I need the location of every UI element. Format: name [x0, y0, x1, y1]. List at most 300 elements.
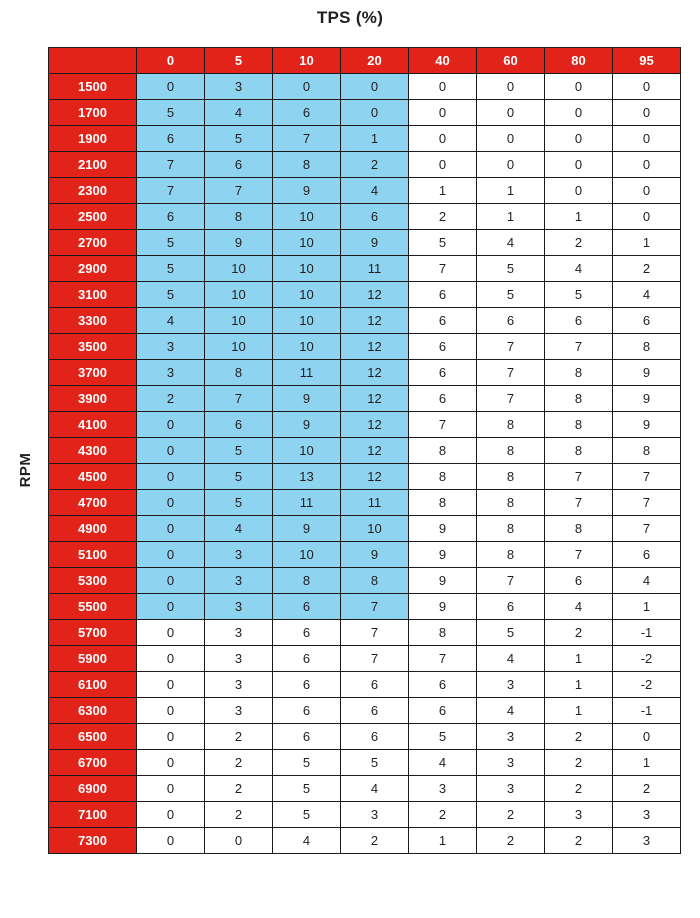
row-header-rpm: 3500	[49, 334, 137, 360]
table-cell: 0	[137, 490, 205, 516]
table-cell: 10	[273, 282, 341, 308]
table-cell: 0	[137, 542, 205, 568]
table-cell: 7	[613, 516, 681, 542]
table-row	[49, 516, 681, 542]
table-cell: 0	[137, 568, 205, 594]
row-header-rpm: 1700	[49, 100, 137, 126]
table-cell: 6	[273, 620, 341, 646]
table-cell: 1	[341, 126, 409, 152]
table-cell: 8	[409, 620, 477, 646]
table-cell: 7	[341, 594, 409, 620]
table-cell: 8	[477, 438, 545, 464]
table-cell: 7	[545, 490, 613, 516]
table-cell: 0	[613, 204, 681, 230]
table-cell: 0	[137, 516, 205, 542]
table-cell: 10	[273, 204, 341, 230]
table-cell: 6	[273, 698, 341, 724]
row-header-rpm: 7300	[49, 828, 137, 854]
table-cell: 2	[341, 828, 409, 854]
table-cell: 4	[477, 646, 545, 672]
table-cell: 7	[613, 464, 681, 490]
table-cell: 5	[341, 750, 409, 776]
table-cell: 2	[613, 776, 681, 802]
row-header-rpm: 2700	[49, 230, 137, 256]
table-cell: 0	[137, 620, 205, 646]
table-row	[49, 646, 681, 672]
table-cell: -2	[613, 672, 681, 698]
table-row	[49, 620, 681, 646]
table-cell: 1	[613, 594, 681, 620]
table-row	[49, 412, 681, 438]
table-cell: 8	[409, 464, 477, 490]
table-cell: 7	[137, 178, 205, 204]
table-cell: 6	[341, 204, 409, 230]
table-header	[49, 48, 681, 74]
table-cell: 12	[341, 386, 409, 412]
table-cell: 6	[613, 542, 681, 568]
table-row	[49, 74, 681, 100]
row-header-rpm: 3900	[49, 386, 137, 412]
table-cell: 6	[341, 672, 409, 698]
row-header-rpm: 5500	[49, 594, 137, 620]
table-cell: 8	[545, 516, 613, 542]
table-cell: 0	[477, 74, 545, 100]
table-cell: 2	[545, 776, 613, 802]
table-row	[49, 360, 681, 386]
table-row	[49, 256, 681, 282]
table-row	[49, 386, 681, 412]
tps-rpm-table	[48, 47, 681, 854]
table-cell: 0	[409, 74, 477, 100]
table-cell: 9	[409, 568, 477, 594]
table-cell: 2	[205, 776, 273, 802]
table-cell: 8	[273, 568, 341, 594]
table-row	[49, 698, 681, 724]
table-cell: 8	[545, 412, 613, 438]
table-cell: 2	[205, 802, 273, 828]
table-row	[49, 828, 681, 854]
table-cell: 10	[205, 282, 273, 308]
table-cell: 1	[477, 204, 545, 230]
row-header-rpm: 4900	[49, 516, 137, 542]
row-header-rpm: 5300	[49, 568, 137, 594]
table-cell: 8	[477, 412, 545, 438]
table-cell: 6	[273, 100, 341, 126]
table-cell: 0	[341, 74, 409, 100]
table-cell: 5	[545, 282, 613, 308]
table-cell: 1	[613, 230, 681, 256]
table-cell: 0	[545, 178, 613, 204]
table-cell: 7	[409, 646, 477, 672]
table-cell: 5	[273, 802, 341, 828]
table-cell: 7	[545, 542, 613, 568]
row-header-rpm: 3300	[49, 308, 137, 334]
table-cell: 2	[409, 204, 477, 230]
table-cell: 4	[341, 776, 409, 802]
table-cell: 8	[477, 490, 545, 516]
table-body	[49, 74, 681, 854]
table-cell: 4	[545, 594, 613, 620]
table-cell: 4	[613, 568, 681, 594]
table-cell: 0	[613, 724, 681, 750]
table-cell: 3	[205, 568, 273, 594]
table-cell: 0	[137, 412, 205, 438]
table-cell: 5	[273, 750, 341, 776]
row-header-rpm: 4700	[49, 490, 137, 516]
table-cell: 7	[205, 178, 273, 204]
table-row	[49, 204, 681, 230]
table-cell: 9	[409, 542, 477, 568]
table-cell: 6	[137, 204, 205, 230]
table-row	[49, 802, 681, 828]
table-cell: 0	[545, 100, 613, 126]
table-row	[49, 308, 681, 334]
table-cell: 6	[205, 152, 273, 178]
table-row	[49, 594, 681, 620]
table-cell: 0	[137, 828, 205, 854]
table-cell: 8	[545, 360, 613, 386]
table-cell: 0	[205, 828, 273, 854]
table-cell: 6	[273, 594, 341, 620]
table-cell: 6	[409, 698, 477, 724]
table-cell: 3	[477, 750, 545, 776]
data-table-container	[48, 47, 681, 854]
table-cell: 6	[273, 724, 341, 750]
table-cell: 2	[137, 386, 205, 412]
table-cell: 5	[137, 256, 205, 282]
row-header-rpm: 2100	[49, 152, 137, 178]
column-header-tps: 20	[341, 48, 409, 74]
table-cell: 0	[137, 74, 205, 100]
table-cell: 3	[477, 776, 545, 802]
column-header-tps: 60	[477, 48, 545, 74]
row-header-rpm: 7100	[49, 802, 137, 828]
table-cell: 11	[341, 490, 409, 516]
table-cell: 5	[137, 230, 205, 256]
table-cell: 7	[409, 256, 477, 282]
table-cell: 7	[545, 464, 613, 490]
table-cell: 1	[545, 204, 613, 230]
table-cell: 10	[205, 256, 273, 282]
table-cell: 0	[137, 750, 205, 776]
table-cell: 2	[545, 724, 613, 750]
table-cell: 8	[205, 360, 273, 386]
table-cell: 2	[545, 620, 613, 646]
table-cell: 4	[205, 516, 273, 542]
row-header-rpm: 6100	[49, 672, 137, 698]
table-cell: 0	[137, 464, 205, 490]
table-cell: 12	[341, 464, 409, 490]
table-cell: 7	[477, 334, 545, 360]
table-cell: 7	[341, 620, 409, 646]
table-cell: 12	[341, 282, 409, 308]
table-cell: 6	[273, 646, 341, 672]
table-cell: 10	[273, 334, 341, 360]
table-cell: 9	[205, 230, 273, 256]
row-header-rpm: 1900	[49, 126, 137, 152]
table-cell: 4	[477, 698, 545, 724]
table-cell: 9	[613, 386, 681, 412]
table-cell: 9	[613, 360, 681, 386]
table-row	[49, 750, 681, 776]
table-row	[49, 490, 681, 516]
table-cell: 9	[613, 412, 681, 438]
table-cell: 9	[273, 386, 341, 412]
table-cell: 8	[273, 152, 341, 178]
table-cell: 9	[273, 412, 341, 438]
row-header-rpm: 3100	[49, 282, 137, 308]
table-cell: 6	[545, 568, 613, 594]
row-header-rpm: 5900	[49, 646, 137, 672]
table-cell: 2	[477, 802, 545, 828]
table-cell: 5	[205, 126, 273, 152]
table-row	[49, 724, 681, 750]
table-cell: 0	[137, 698, 205, 724]
table-cell: 0	[613, 152, 681, 178]
table-row	[49, 230, 681, 256]
table-cell: 0	[477, 100, 545, 126]
table-cell: 6	[409, 334, 477, 360]
table-cell: 10	[341, 516, 409, 542]
table-row	[49, 100, 681, 126]
table-cell: 2	[205, 724, 273, 750]
table-cell: 13	[273, 464, 341, 490]
table-cell: 0	[545, 126, 613, 152]
table-cell: 4	[409, 750, 477, 776]
table-cell: 6	[477, 594, 545, 620]
table-cell: 6	[205, 412, 273, 438]
table-cell: 8	[409, 490, 477, 516]
table-cell: 5	[409, 724, 477, 750]
column-header-tps: 0	[137, 48, 205, 74]
table-cell: 10	[205, 334, 273, 360]
table-cell: 0	[137, 646, 205, 672]
table-cell: 5	[273, 776, 341, 802]
table-cell: 2	[545, 750, 613, 776]
table-cell: 3	[137, 334, 205, 360]
table-row	[49, 776, 681, 802]
table-cell: 1	[545, 698, 613, 724]
table-cell: 10	[273, 256, 341, 282]
table-cell: 12	[341, 308, 409, 334]
table-cell: 6	[409, 386, 477, 412]
row-header-rpm: 2300	[49, 178, 137, 204]
table-cell: 1	[409, 178, 477, 204]
table-cell: 3	[205, 620, 273, 646]
table-cell: 3	[137, 360, 205, 386]
table-cell: 4	[273, 828, 341, 854]
table-cell: 2	[477, 828, 545, 854]
table-cell: 2	[613, 256, 681, 282]
table-cell: 6	[409, 282, 477, 308]
table-header-row	[49, 48, 681, 74]
table-cell: 7	[545, 334, 613, 360]
table-cell: 5	[477, 620, 545, 646]
table-cell: 6	[409, 672, 477, 698]
table-cell: 2	[545, 230, 613, 256]
table-row	[49, 152, 681, 178]
table-row	[49, 568, 681, 594]
table-cell: 3	[341, 802, 409, 828]
table-cell: 3	[205, 542, 273, 568]
table-cell: 0	[273, 74, 341, 100]
table-cell: 9	[409, 594, 477, 620]
table-cell: 8	[477, 516, 545, 542]
table-cell: 5	[137, 100, 205, 126]
table-cell: 1	[545, 646, 613, 672]
table-cell: 7	[477, 360, 545, 386]
row-header-rpm: 2500	[49, 204, 137, 230]
row-header-rpm: 5100	[49, 542, 137, 568]
table-cell: 0	[137, 724, 205, 750]
table-row	[49, 334, 681, 360]
table-cell: 0	[477, 126, 545, 152]
table-cell: 6	[409, 360, 477, 386]
row-header-rpm: 3700	[49, 360, 137, 386]
table-corner-cell	[49, 48, 137, 74]
table-cell: 3	[205, 698, 273, 724]
table-cell: 5	[477, 282, 545, 308]
table-cell: 1	[409, 828, 477, 854]
table-row	[49, 282, 681, 308]
table-cell: 6	[273, 672, 341, 698]
table-cell: 0	[477, 152, 545, 178]
table-cell: 0	[137, 438, 205, 464]
table-cell: 3	[477, 672, 545, 698]
row-header-rpm: 6300	[49, 698, 137, 724]
page-title: TPS (%)	[316, 8, 384, 27]
row-header-rpm: 2900	[49, 256, 137, 282]
table-cell: 4	[137, 308, 205, 334]
table-cell: 4	[613, 282, 681, 308]
table-cell: 5	[137, 282, 205, 308]
table-cell: 5	[205, 490, 273, 516]
table-cell: 11	[273, 360, 341, 386]
table-cell: 9	[341, 542, 409, 568]
row-header-rpm: 4300	[49, 438, 137, 464]
table-cell: 6	[477, 308, 545, 334]
table-cell: 8	[613, 334, 681, 360]
table-cell: 11	[341, 256, 409, 282]
table-cell: 9	[273, 516, 341, 542]
table-cell: 8	[545, 386, 613, 412]
column-header-tps: 95	[613, 48, 681, 74]
row-header-rpm: 6500	[49, 724, 137, 750]
table-cell: 7	[477, 386, 545, 412]
table-row	[49, 542, 681, 568]
table-cell: 8	[545, 438, 613, 464]
table-cell: 0	[545, 74, 613, 100]
column-header-tps: 80	[545, 48, 613, 74]
table-cell: 0	[137, 594, 205, 620]
table-cell: 3	[545, 802, 613, 828]
table-cell: 1	[613, 750, 681, 776]
table-row	[49, 464, 681, 490]
table-cell: 8	[613, 438, 681, 464]
table-cell: 2	[409, 802, 477, 828]
table-cell: -2	[613, 646, 681, 672]
table-cell: 6	[613, 308, 681, 334]
table-cell: 6	[341, 698, 409, 724]
table-cell: 4	[545, 256, 613, 282]
table-cell: 1	[545, 672, 613, 698]
table-row	[49, 126, 681, 152]
table-cell: 6	[137, 126, 205, 152]
table-cell: 0	[613, 74, 681, 100]
column-header-tps: 40	[409, 48, 477, 74]
table-cell: 2	[545, 828, 613, 854]
table-cell: -1	[613, 620, 681, 646]
table-cell: 12	[341, 360, 409, 386]
table-cell: 5	[409, 230, 477, 256]
table-cell: 9	[341, 230, 409, 256]
table-cell: 3	[613, 802, 681, 828]
table-cell: 7	[409, 412, 477, 438]
table-cell: 0	[409, 100, 477, 126]
table-cell: 12	[341, 438, 409, 464]
table-cell: 8	[341, 568, 409, 594]
table-cell: 7	[341, 646, 409, 672]
table-cell: 0	[613, 126, 681, 152]
table-cell: 5	[477, 256, 545, 282]
y-axis-label: RPM	[16, 452, 34, 488]
table-cell: 6	[341, 724, 409, 750]
table-cell: 3	[205, 646, 273, 672]
table-cell: 8	[477, 542, 545, 568]
table-cell: -1	[613, 698, 681, 724]
table-cell: 7	[137, 152, 205, 178]
table-cell: 0	[341, 100, 409, 126]
table-cell: 0	[613, 178, 681, 204]
row-header-rpm: 5700	[49, 620, 137, 646]
table-cell: 10	[273, 308, 341, 334]
table-cell: 0	[137, 776, 205, 802]
table-cell: 8	[477, 464, 545, 490]
table-cell: 2	[341, 152, 409, 178]
column-header-tps: 5	[205, 48, 273, 74]
table-cell: 3	[409, 776, 477, 802]
table-cell: 12	[341, 412, 409, 438]
table-cell: 10	[205, 308, 273, 334]
table-cell: 8	[205, 204, 273, 230]
table-cell: 7	[477, 568, 545, 594]
table-cell: 12	[341, 334, 409, 360]
table-cell: 5	[205, 464, 273, 490]
table-cell: 0	[613, 100, 681, 126]
table-cell: 11	[273, 490, 341, 516]
row-header-rpm: 4100	[49, 412, 137, 438]
table-cell: 0	[409, 126, 477, 152]
table-cell: 0	[137, 672, 205, 698]
table-row	[49, 178, 681, 204]
table-cell: 9	[409, 516, 477, 542]
row-header-rpm: 4500	[49, 464, 137, 490]
table-cell: 10	[273, 438, 341, 464]
table-cell: 7	[613, 490, 681, 516]
row-header-rpm: 6900	[49, 776, 137, 802]
table-cell: 0	[137, 802, 205, 828]
table-cell: 4	[477, 230, 545, 256]
table-cell: 9	[273, 178, 341, 204]
table-cell: 2	[205, 750, 273, 776]
table-cell: 7	[205, 386, 273, 412]
column-header-tps: 10	[273, 48, 341, 74]
table-cell: 10	[273, 230, 341, 256]
table-cell: 10	[273, 542, 341, 568]
table-cell: 6	[545, 308, 613, 334]
table-cell: 3	[205, 74, 273, 100]
table-cell: 4	[341, 178, 409, 204]
